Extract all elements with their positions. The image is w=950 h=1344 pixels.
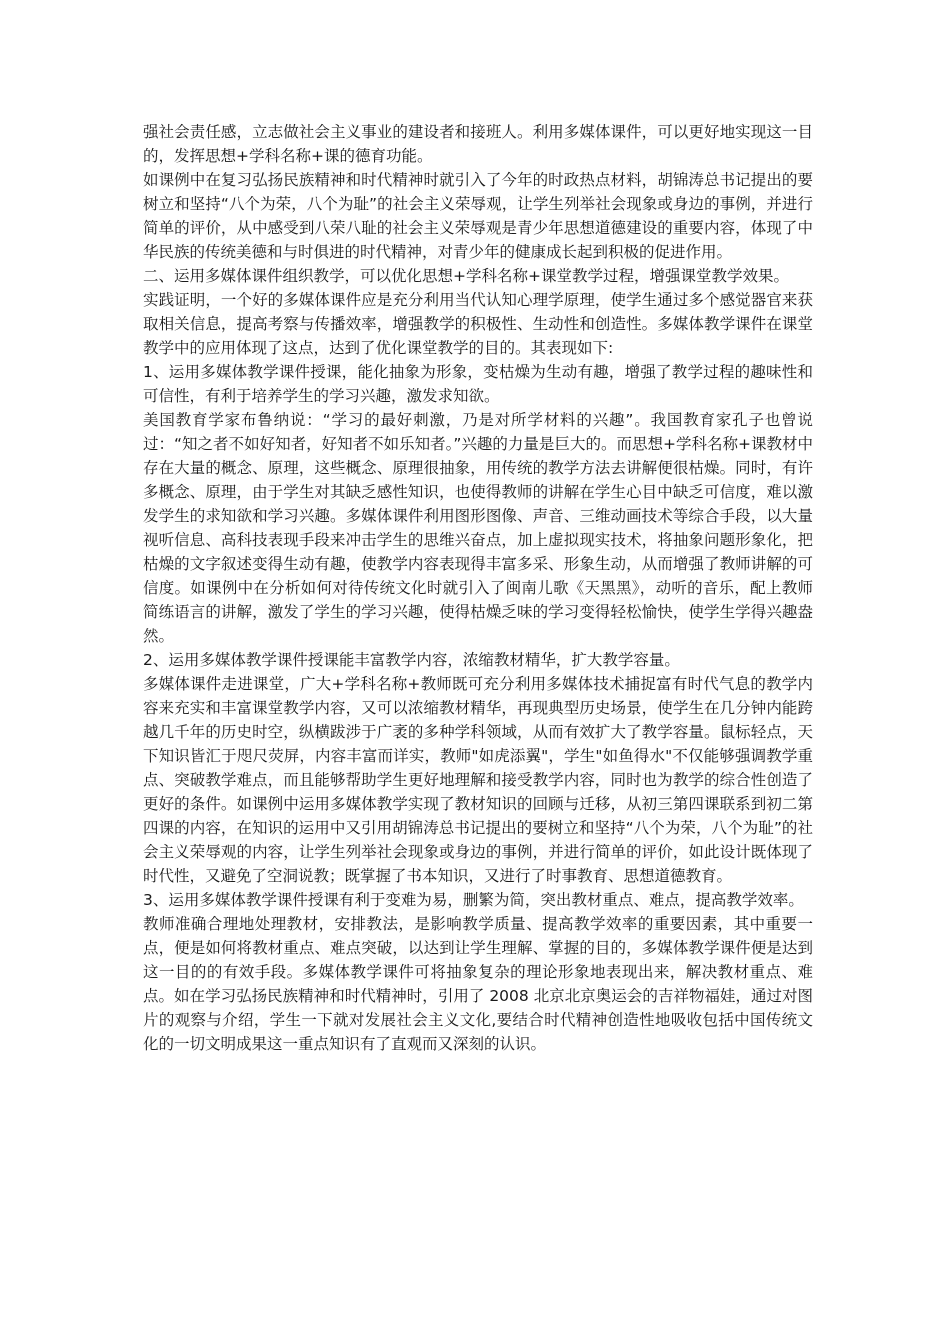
paragraph: 多媒体课件走进课堂，广大+学科名称+教师既可充分利用多媒体技术捕捉富有时代气息的教学内容来充实和丰富课堂教学内容，又可以浓缩教材精华，再现典型历史场景，使学生在几分钟内能跨越几千年的历史时空，纵横跋涉于广袤的多种学科领域，从而有效扩大了教学容量。鼠标轻点，天下知识皆汇于咫尺荧屏，内容丰富而详实，教师"如虎添翼"，学生"如鱼得水"不仅能够强调教学重点、突破教学难点，而且能够帮助学生更好地理解和接受教学内容，同时也为教学的综合性创造了更好的条件。如课例中运用多媒体教学实现了教材知识的回顾与迁移，从初三第四课联系到初二第四课的内容，在知识的运用中又引用胡锦涛总书记提出的要树立和坚持“八个为荣，八个为耻”的社会主义荣辱观的内容，让学生列举社会现象或身边的事例，并进行简单的评价，如此设计既体现了时代性，又避免了空洞说教；既掌握了书本知识，又进行了时事教育、思想道德教育。 [143, 675, 813, 885]
subsection-heading: 3、运用多媒体教学课件授课有利于变难为易，删繁为简，突出教材重点、难点，提高教学效率。 [143, 891, 804, 909]
paragraph: 如课例中在复习弘扬民族精神和时代精神时就引入了今年的时政热点材料，胡锦涛总书记提出的要树立和坚持“八个为荣，八个为耻”的社会主义荣辱观，让学生列举社会现象或身边的事例，并进行简单的评价，从中感受到八荣八耻的社会主义荣辱观是青少年思想道德建设的重要内容，体现了中华民族的传统美德和与时俱进的时代精神，对青少年的健康成长起到积极的促进作用。 [143, 171, 813, 261]
paragraph: 强社会责任感，立志做社会主义事业的建设者和接班人。利用多媒体课件，可以更好地实现这一目的，发挥思想+学科名称+课的德育功能。 [143, 123, 813, 165]
paragraph: 实践证明，一个好的多媒体课件应是充分利用当代认知心理学原理，使学生通过多个感觉器官来获取相关信息，提高考察与传播效率，增强教学的积极性、生动性和创造性。多媒体教学课件在课堂教学中的应用体现了这点，达到了优化课堂教学的目的。其表现如下: [143, 291, 813, 357]
document-body [143, 120, 813, 1056]
section-heading: 二、运用多媒体课件组织教学，可以优化思想+学科名称+课堂教学过程，增强课堂教学效果。 [143, 267, 789, 285]
subsection-heading: 2、运用多媒体教学课件授课能丰富教学内容，浓缩教材精华，扩大教学容量。 [143, 651, 680, 669]
subsection-heading: 1、运用多媒体教学课件授课，能化抽象为形象，变枯燥为生动有趣，增强了教学过程的趣味性和可信性，有利于培养学生的学习兴趣，激发求知欲。 [143, 363, 813, 405]
paragraph: 教师准确合理地处理教材，安排教法，是影响教学质量、提高教学效率的重要因素，其中重要一点，便是如何将教材重点、难点突破，以达到让学生理解、掌握的目的，多媒体教学课件便是达到这一目的的有效手段。多媒体教学课件可将抽象复杂的理论形象地表现出来，解决教材重点、难点。如在学习弘扬民族精神和时代精神时，引用了 2008 北京北京奥运会的吉祥物福娃，通过对图片的观察与介绍，学生一下就对发展社会主义文化,要结合时代精神创造性地吸收包括中国传统文化的一切文明成果这一重点知识有了直观而又深刻的认识。 [143, 915, 813, 1053]
paragraph: 美国教育学家布鲁纳说：“学习的最好刺激，乃是对所学材料的兴趣”。我国教育家孔子也曾说过：“知之者不如好知者，好知者不如乐知者。”兴趣的力量是巨大的。而思想+学科名称+课教材中存在大量的概念、原理，这些概念、原理很抽象，用传统的教学方法去讲解便很枯燥。同时，有许多概念、原理，由于学生对其缺乏感性知识，也使得教师的讲解在学生心目中缺乏可信度，难以激发学生的求知欲和学习兴趣。多媒体课件利用图形图像、声音、三维动画技术等综合手段，以大量视听信息、高科技表现手段来冲击学生的思维兴奋点，加上虚拟现实技术，将抽象问题形象化，把枯燥的文字叙述变得生动有趣，使教学内容表现得丰富多采、形象生动，从而增强了教师讲解的可信度。如课例中在分析如何对待传统文化时就引入了闽南儿歌《天黑黑》，动听的音乐，配上教师简练语言的讲解，激发了学生的学习兴趣，使得枯燥乏味的学习变得轻松愉快，使学生学得兴趣盎然。 [143, 411, 813, 645]
